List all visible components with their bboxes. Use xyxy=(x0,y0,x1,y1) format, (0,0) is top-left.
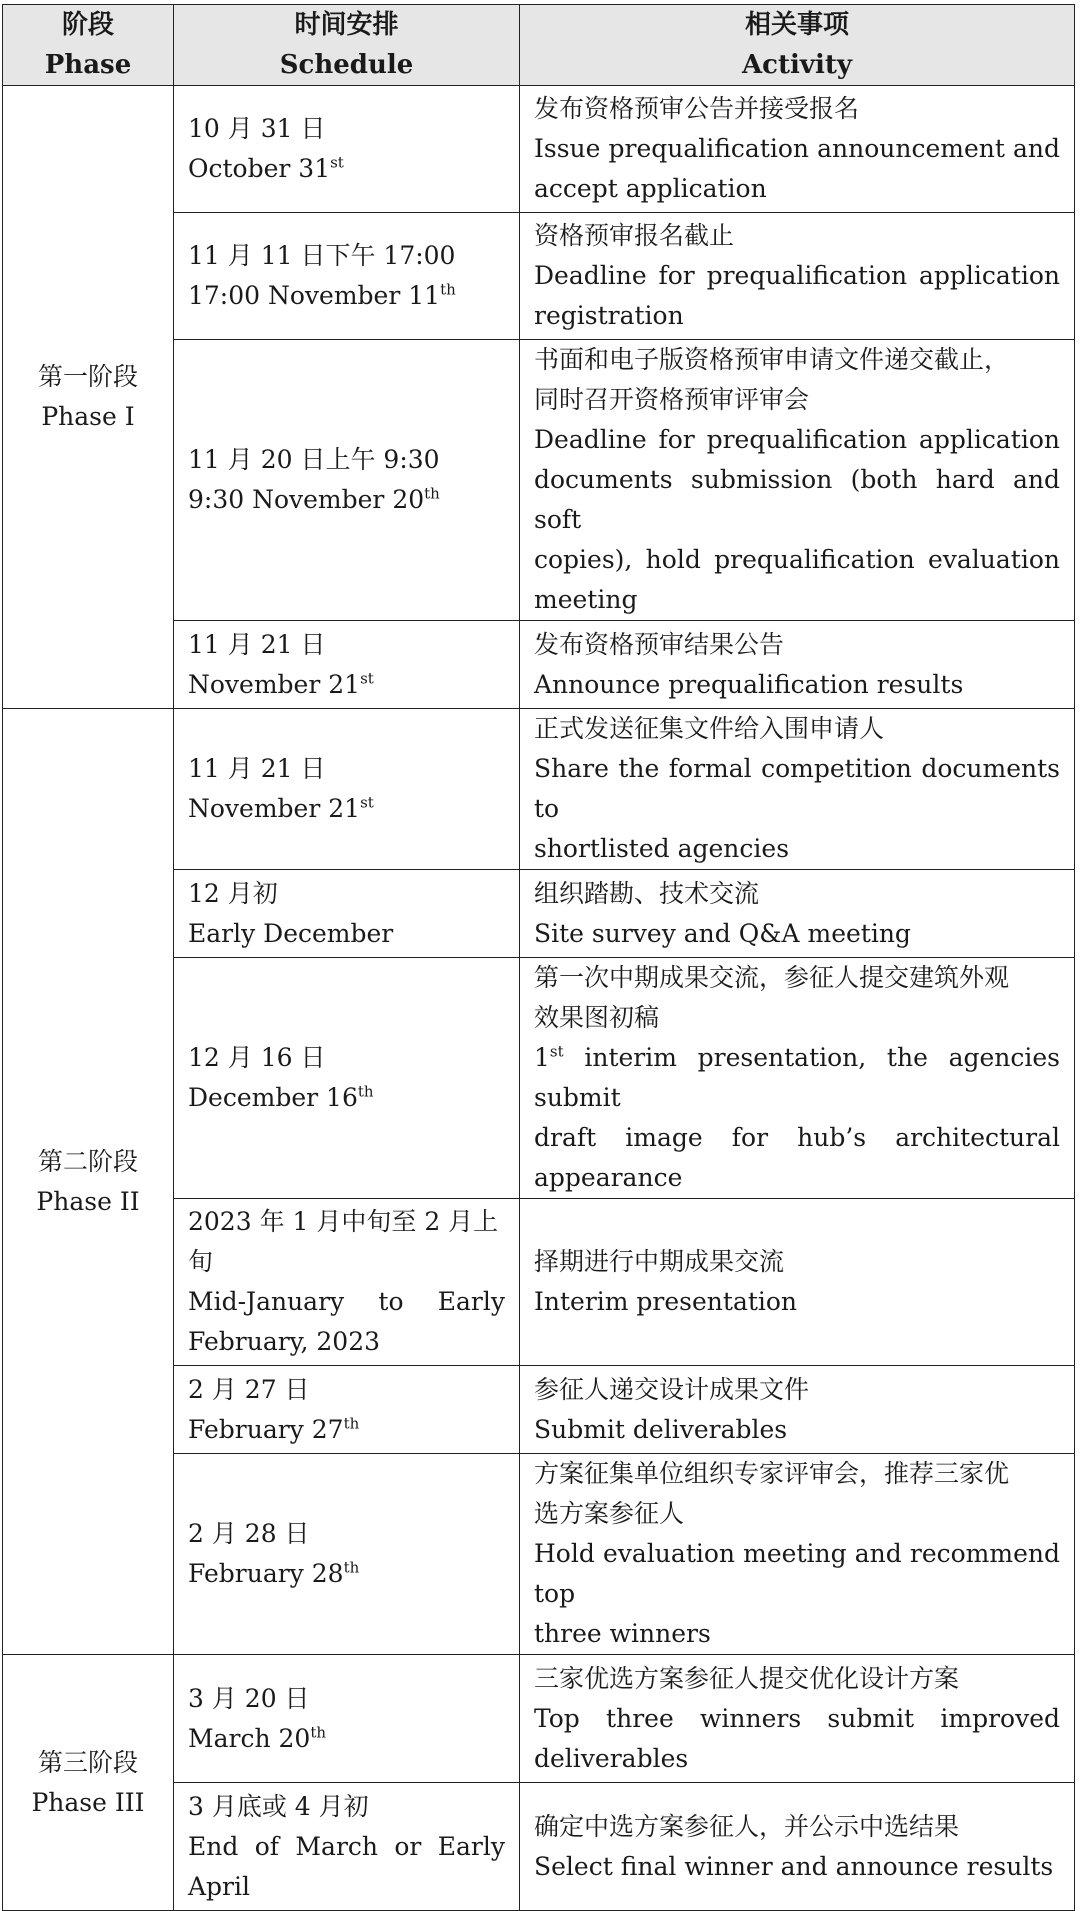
schedule-cell xyxy=(174,709,520,870)
activity-en-line: three winners xyxy=(534,1619,711,1648)
activity-cell xyxy=(520,1783,1075,1911)
activity-zh: 组织踏勘、技术交流 xyxy=(534,878,760,908)
activity-zh: 择期进行中期成果交流 xyxy=(534,1247,785,1276)
activity-cell xyxy=(520,1366,1075,1454)
schedule-cell xyxy=(174,1655,520,1783)
date-zh: 3 月 20 日 xyxy=(188,1683,310,1713)
header-activity-zh: 相关事项 xyxy=(744,10,849,40)
date-zh: 2023 年 1 月中旬至 2 月上 xyxy=(188,1207,499,1236)
activity-en-line: Hold evaluation meeting and recommend top xyxy=(534,1539,1060,1608)
activity-zh: 确定中选方案参征人，并公示中选结果 xyxy=(534,1811,960,1841)
date-en: End of March or Early xyxy=(188,1831,505,1861)
activity-cell xyxy=(520,1454,1075,1655)
date-en: Mid-January to Early xyxy=(188,1287,505,1316)
activity-zh: 方案征集单位组织专家评审会，推荐三家优 xyxy=(534,1459,1010,1488)
header-phase-en: Phase xyxy=(44,50,132,80)
schedule-cell xyxy=(174,213,520,340)
activity-en-line: documents submission (both hard and soft xyxy=(534,465,1060,534)
activity-en-line: Announce prequalification results xyxy=(534,669,964,699)
activity-en-line: Select final winner and announce results xyxy=(534,1851,1054,1881)
activity-en-line: Site survey and Q&A meeting xyxy=(534,918,911,948)
schedule-cell xyxy=(174,1783,520,1911)
activity-en-line: accept application xyxy=(534,174,767,203)
activity-cell xyxy=(520,340,1075,621)
phase-label-zh: 第二阶段 xyxy=(37,1146,138,1176)
table-row xyxy=(3,1655,1075,1783)
date-zh: 11 月 21 日 xyxy=(188,629,326,659)
activity-zh: 正式发送征集文件给入围申请人 xyxy=(534,714,885,743)
activity-en-line: Interim presentation xyxy=(534,1287,798,1316)
activity-cell xyxy=(520,213,1075,340)
date-en: 9:30 November 20th xyxy=(188,484,440,514)
header-schedule-zh: 时间安排 xyxy=(294,10,399,40)
schedule-cell xyxy=(174,1366,520,1454)
date-en: February, 2023 xyxy=(188,1327,381,1356)
activity-cell xyxy=(520,870,1075,958)
activity-cell xyxy=(520,1655,1075,1783)
phase-cell-3 xyxy=(3,1655,174,1911)
header-phase xyxy=(3,5,174,86)
activity-zh: 书面和电子版资格预审申请文件递交截止， xyxy=(534,345,1010,374)
header-activity xyxy=(520,5,1075,86)
phase-label-zh: 第三阶段 xyxy=(37,1747,138,1777)
date-en: Early December xyxy=(188,918,394,948)
activity-en-line: draft image for hub’s architectural appearance xyxy=(534,1123,1060,1192)
activity-en-line: shortlisted agencies xyxy=(534,834,790,863)
header-activity-en: Activity xyxy=(742,50,852,80)
date-zh: 3 月底或 4 月初 xyxy=(188,1791,369,1821)
phase-label-en: Phase I xyxy=(41,402,135,431)
date-en: December 16th xyxy=(188,1082,374,1112)
date-en: February 28th xyxy=(188,1558,360,1588)
phase-label-en: Phase II xyxy=(36,1186,140,1216)
date-en: 17:00 November 11th xyxy=(188,280,456,310)
activity-en-line: Deadline for prequalification application xyxy=(534,261,1060,290)
date-en: October 31st xyxy=(188,153,344,183)
date-zh: 12 月初 xyxy=(188,878,278,908)
schedule-cell xyxy=(174,340,520,621)
activity-cell xyxy=(520,958,1075,1199)
table-row xyxy=(3,709,1075,870)
table-row xyxy=(3,86,1075,213)
activity-cell xyxy=(520,86,1075,213)
activity-zh: 参征人递交设计成果文件 xyxy=(534,1374,810,1404)
date-zh: 11 月 20 日上午 9:30 xyxy=(188,445,440,474)
activity-zh: 第一次中期成果交流，参征人提交建筑外观 xyxy=(534,963,1010,992)
activity-cell xyxy=(520,621,1075,709)
header-schedule xyxy=(174,5,520,86)
activity-en-line: Deadline for prequalification application xyxy=(534,425,1060,454)
activity-en-line: 1st interim presentation, the agencies submit xyxy=(534,1042,1060,1112)
phase-cell-1 xyxy=(3,86,174,709)
date-zh: 12 月 16 日 xyxy=(188,1043,326,1072)
activity-zh: 资格预审报名截止 xyxy=(534,221,735,250)
date-zh: 旬 xyxy=(188,1247,214,1276)
phase-label-en: Phase III xyxy=(31,1787,145,1817)
schedule-table xyxy=(2,4,1075,1911)
date-zh: 2 月 28 日 xyxy=(188,1519,310,1548)
date-en: April xyxy=(188,1871,250,1901)
schedule-cell xyxy=(174,958,520,1199)
activity-zh: 发布资格预审结果公告 xyxy=(534,629,785,659)
activity-zh: 效果图初稿 xyxy=(534,1003,660,1032)
activity-en-line: Top three winners submit improved xyxy=(534,1703,1060,1733)
schedule-cell xyxy=(174,621,520,709)
activity-en-line: deliverables xyxy=(534,1743,689,1773)
activity-en-line: registration xyxy=(534,301,684,330)
activity-zh: 三家优选方案参征人提交优化设计方案 xyxy=(534,1663,960,1693)
date-zh: 11 月 21 日 xyxy=(188,754,326,783)
activity-zh: 选方案参征人 xyxy=(534,1499,685,1528)
date-zh: 10 月 31 日 xyxy=(188,114,326,143)
schedule-cell xyxy=(174,1199,520,1366)
date-en: February 27th xyxy=(188,1414,360,1444)
schedule-cell xyxy=(174,1454,520,1655)
activity-zh: 发布资格预审公告并接受报名 xyxy=(534,94,860,123)
date-en: November 21st xyxy=(188,669,374,699)
activity-en-line: Submit deliverables xyxy=(534,1414,788,1444)
phase-label-zh: 第一阶段 xyxy=(37,362,138,391)
header-phase-zh: 阶段 xyxy=(61,10,114,40)
date-zh: 11 月 11 日下午 17:00 xyxy=(188,241,456,270)
activity-en-line: Issue prequalification announcement and xyxy=(534,134,1060,163)
date-en: November 21st xyxy=(188,793,374,823)
header-schedule-en: Schedule xyxy=(279,50,414,80)
activity-en-line: meeting xyxy=(534,585,638,614)
phase-cell-2 xyxy=(3,709,174,1655)
activity-cell xyxy=(520,709,1075,870)
activity-en-line: Share the formal competition documents to xyxy=(534,754,1060,823)
schedule-cell xyxy=(174,86,520,213)
activity-cell xyxy=(520,1199,1075,1366)
date-zh: 2 月 27 日 xyxy=(188,1374,310,1404)
schedule-cell xyxy=(174,870,520,958)
date-en: March 20th xyxy=(188,1723,327,1753)
activity-zh: 同时召开资格预审评审会 xyxy=(534,385,810,414)
activity-en-line: copies), hold prequalification evaluation xyxy=(534,545,1060,574)
header-row xyxy=(3,5,1075,86)
